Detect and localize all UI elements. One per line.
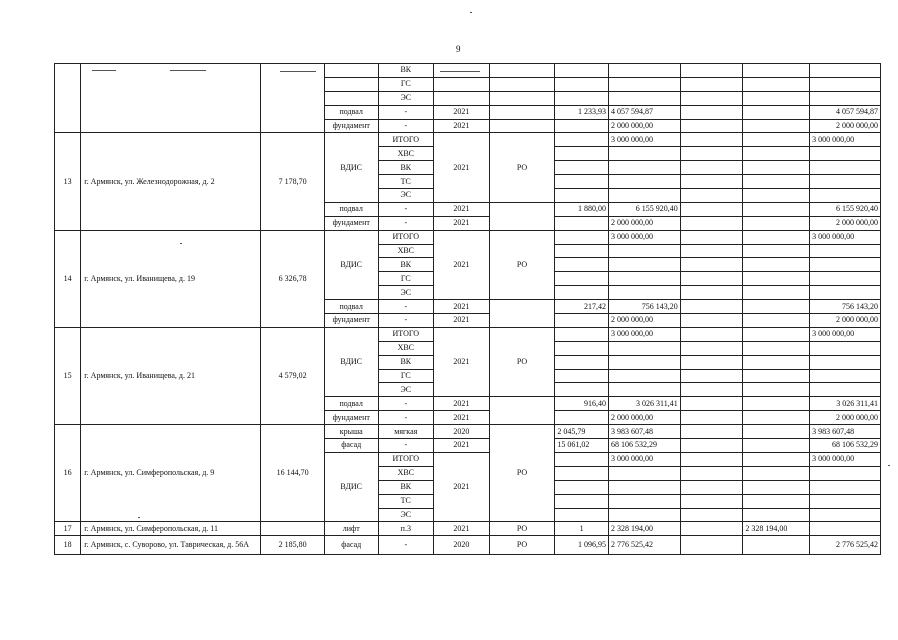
table-row: ВК [55, 258, 881, 272]
table-row: ГС [55, 369, 881, 383]
scan-speck [170, 70, 206, 71]
scan-speck [470, 12, 472, 13]
table-row: 17 г. Армянск, ул. Симферопольская, д. 11 лифт п.3 2021 РО 1 2 328 194,00 2 328 194,00 [55, 522, 881, 536]
address: г. Армянск, ул. Симферопольская, д. 11 [81, 522, 261, 536]
table-row: подвал - 2021 1 880,00 6 155 920,40 6 155 920,40 [55, 202, 881, 216]
row-number: 18 [55, 536, 81, 555]
table-row: ТС [55, 494, 881, 508]
table-row: 16 г. Армянск, ул. Симферопольская, д. 9 16 144,70 крыша мягкая 2020 РО 2 045,79 3 983 607,48 3 983 607,48 [55, 425, 881, 439]
table-row: ЭС [55, 286, 881, 300]
table-row: 13 г. Армянск, ул. Железнодорожная, д. 2 7 178,70 ВДИС ИТОГО 2021 РО 3 000 000,00 3 000 000,00 [55, 133, 881, 147]
table-row: фундамент - 2021 2 000 000,00 2 000 000,00 [55, 411, 881, 425]
address: г. Армянск, ул. Железнодорожная, д. 2 [81, 133, 261, 230]
scan-speck [138, 517, 140, 518]
table-row: фундамент - 2021 2 000 000,00 2 000 000,00 [55, 314, 881, 328]
table-row: ТС [55, 175, 881, 189]
table-row: подвал - 2021 1 233,93 4 057 594,87 4 057 594,87 [55, 105, 881, 119]
table-row: ЭС [55, 189, 881, 203]
table-row: ВК [55, 161, 881, 175]
address: г. Армянск, ул. Симферопольская, д. 9 [81, 425, 261, 522]
table-row: фасад - 2021 15 061,02 68 106 532,29 68 106 532,29 [55, 439, 881, 453]
row-number: 14 [55, 230, 81, 327]
scan-speck [92, 70, 116, 71]
scan-speck [440, 71, 480, 72]
area: 16 144,70 [261, 425, 325, 522]
table-row: 18 г. Армянск, с. Суворово, ул. Таврическая, д. 56А 2 185,80 фасад - 2020 РО 1 096,95 2 776 525,42 2 776 525,42 [55, 536, 881, 555]
table-row: 15 г. Армянск, ул. Иванищева, д. 21 4 579,02 ВДИС ИТОГО 2021 РО 3 000 000,00 3 000 000,00 [55, 327, 881, 341]
row-number: 16 [55, 425, 81, 522]
area: 7 178,70 [261, 133, 325, 230]
table-row: фундамент - 2021 2 000 000,00 2 000 000,00 [55, 216, 881, 230]
table-row: ХВС [55, 466, 881, 480]
area: 4 579,02 [261, 327, 325, 424]
table-row: ХВС [55, 147, 881, 161]
address: г. Армянск, с. Суворово, ул. Таврическая, д. 56А [81, 536, 261, 555]
table-row: ГС [55, 272, 881, 286]
table-row: ХВС [55, 341, 881, 355]
table-row: ЭС [55, 91, 881, 105]
area: 6 326,78 [261, 230, 325, 327]
table-row: фундамент - 2021 2 000 000,00 2 000 000,00 [55, 119, 881, 133]
table-row: ХВС [55, 244, 881, 258]
table-row: подвал - 2021 916,40 3 026 311,41 3 026 311,41 [55, 397, 881, 411]
address: г. Армянск, ул. Иванищева, д. 21 [81, 327, 261, 424]
table-row: ВК [55, 480, 881, 494]
capital-repair-table: ВК ГС ЭС подвал - 2021 1 233,93 4 057 594,87 4 057 594,87 фундамент - 2021 2 000 000,00 2 000 000,00 13 г. Армянск, ул. Железнодорожная, д. 2 7 178,70 ВДИС ИТОГО 2021 РО 3 000 000,00 3 000 000,00 ХВС ВК ТС ЭС подвал - 2021 1 880,00 6 155 920,40 6 155 920,40 фундамент - 2021 2 000 000,00 2 000 000,00 14 г. Армянск, ул. Иванищева, д. 19 6 326,78 ВДИС ИТОГО 2021 РО 3 000 000,00 3 000 000,00 ХВС ВК ГС ЭС подвал - 2021 217,42 756 143,20 756 143,20 фундамент - 2021 2 000 000,00 2 000 000,00 15 г. Армянск, ул. Иванищева, д. 21 4 579,02 ВДИС ИТОГО 2021 РО 3 000 000,00 3 000 000,00 ХВС ВК ГС ЭС подвал - 2021 916,40 3 026 311,41 3 026 311,41 фундамент - 2021 2 000 000,00 2 000 000,00 16 г. Армянск, ул. Симферопольская, д. 9 16 144,70 крыша мягкая 2020 РО 2 045,79 3 983 607,48 3 983 607,48 фасад - 2021 15 061,02 68 106 532,29 68 106 532,29 ВДИС ИТОГО 2021 3 000 000,00 3 000 000,00 ХВС ВК ТС ЭС 17 г. Армянск, ул. Симферопольская, д. 11 лифт п.3 2021 РО 1 2 328 194,00 2 328 194,00 18 г. Армянск, с. Суворово, ул. Таврическая, д. 56А 2 185,80 фасад - 2020 РО 1 096,95 2 776 525,42 2 776 525,42 [54, 63, 881, 555]
row-number: 15 [55, 327, 81, 424]
table-row: ЭС [55, 383, 881, 397]
address: г. Армянск, ул. Иванищева, д. 19 [81, 230, 261, 327]
table-row: ВК [55, 64, 881, 78]
table-row: ГС [55, 77, 881, 91]
scan-speck [280, 71, 316, 72]
scan-speck [180, 243, 182, 244]
table-row: подвал - 2021 217,42 756 143,20 756 143,20 [55, 300, 881, 314]
scan-speck [888, 465, 890, 466]
row-number: 13 [55, 133, 81, 230]
page-number: 9 [456, 44, 461, 54]
row-number: 17 [55, 522, 81, 536]
table-row: ЭС [55, 508, 881, 522]
table-row: ВК [55, 355, 881, 369]
table-row: 14 г. Армянск, ул. Иванищева, д. 19 6 326,78 ВДИС ИТОГО 2021 РО 3 000 000,00 3 000 000,00 [55, 230, 881, 244]
